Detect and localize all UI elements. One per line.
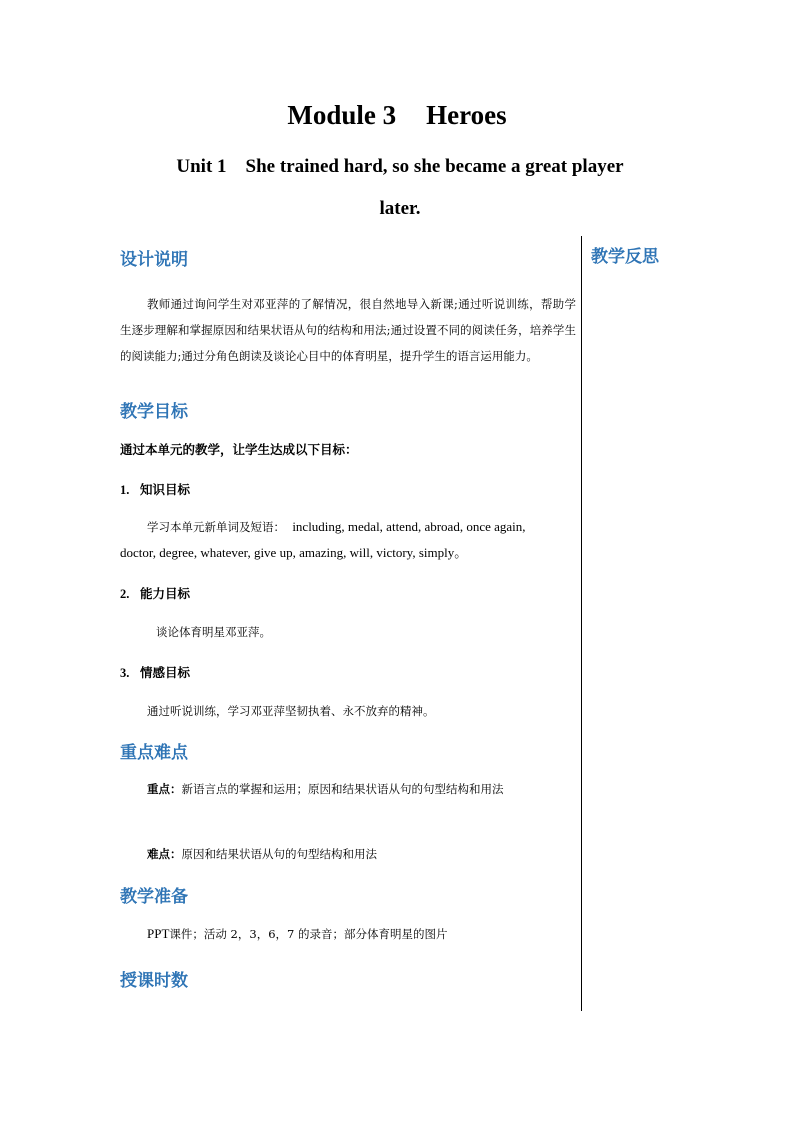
- unit-title: [120, 146, 680, 230]
- hours-heading: 授课时数: [120, 971, 188, 991]
- preparation-content: 课件；活动 2，3，6，7 的录音；部分体育明星的图片: [169, 927, 448, 941]
- design-heading: 设计说明: [120, 250, 188, 270]
- reflection-column: [591, 242, 659, 267]
- unit-title-line2: later.: [379, 198, 421, 219]
- knowledge-goal-text: [120, 514, 576, 540]
- key-point-content: 新语言点的掌握和运用；原因和结果状语从句的句型结构和用法: [181, 782, 504, 796]
- module-title: [0, 100, 794, 131]
- emotion-goal-number: 3.: [120, 666, 130, 680]
- unit-number: Unit 1: [176, 156, 227, 177]
- difficult-point-content: 原因和结果状语从句的句型结构和用法: [181, 847, 377, 861]
- objectives-heading: 教学目标: [120, 402, 188, 422]
- difficult-point-text: [120, 841, 576, 867]
- objectives-intro: 通过本单元的教学，让学生达成以下目标：: [120, 442, 358, 457]
- knowledge-goal-label: 知识目标: [140, 482, 191, 497]
- unit-title-text: She trained hard, so she became a great player: [245, 156, 624, 177]
- vocabulary-line2: doctor, degree, whatever, give up, amazing, will, victory, simply。: [120, 545, 468, 560]
- vocabulary-line1: including, medal, attend, abroad, once again,: [292, 519, 526, 534]
- ability-goal-title: [120, 584, 190, 602]
- emotion-goal-text: 通过听说训练，学习邓亚萍坚韧执着、永不放弃的精神。: [147, 704, 435, 718]
- preparation-heading: 教学准备: [120, 887, 188, 907]
- ability-goal-label: 能力目标: [140, 586, 191, 601]
- design-text: 教师通过询问学生对邓亚萍的了解情况，很自然地导入新课;通过听说训练，帮助学生逐步理解和掌握原因和结果状语从句的结构和用法;通过设置不同的阅读任务，培养学生的阅读能力;通过分角色朗读及谈论心目中的体育明星，提升学生的语言运用能力。: [120, 297, 576, 363]
- reflection-heading: 教学反思: [591, 247, 659, 267]
- key-points-heading: 重点难点: [120, 743, 188, 763]
- emotion-goal-label: 情感目标: [140, 665, 191, 680]
- difficult-point-label: 难点：: [147, 847, 182, 861]
- preparation-ppt: PPT: [147, 926, 170, 941]
- module-name: Heroes: [426, 100, 507, 130]
- key-point-text: [120, 776, 576, 802]
- knowledge-goal-intro: 学习本单元新单词及短语：: [147, 520, 285, 534]
- ability-goal-text: 谈论体育明星邓亚萍。: [156, 625, 271, 639]
- emotion-goal-title: [120, 663, 190, 681]
- vocabulary-line2-row: [120, 540, 576, 566]
- ability-goal-number: 2.: [120, 587, 130, 601]
- knowledge-goal-number: 1.: [120, 483, 130, 497]
- unit-title-line1: [120, 146, 680, 188]
- module-number: Module 3: [287, 100, 397, 130]
- key-point-label: 重点：: [147, 782, 182, 796]
- preparation-text: [120, 921, 576, 947]
- knowledge-goal-title: [120, 480, 190, 498]
